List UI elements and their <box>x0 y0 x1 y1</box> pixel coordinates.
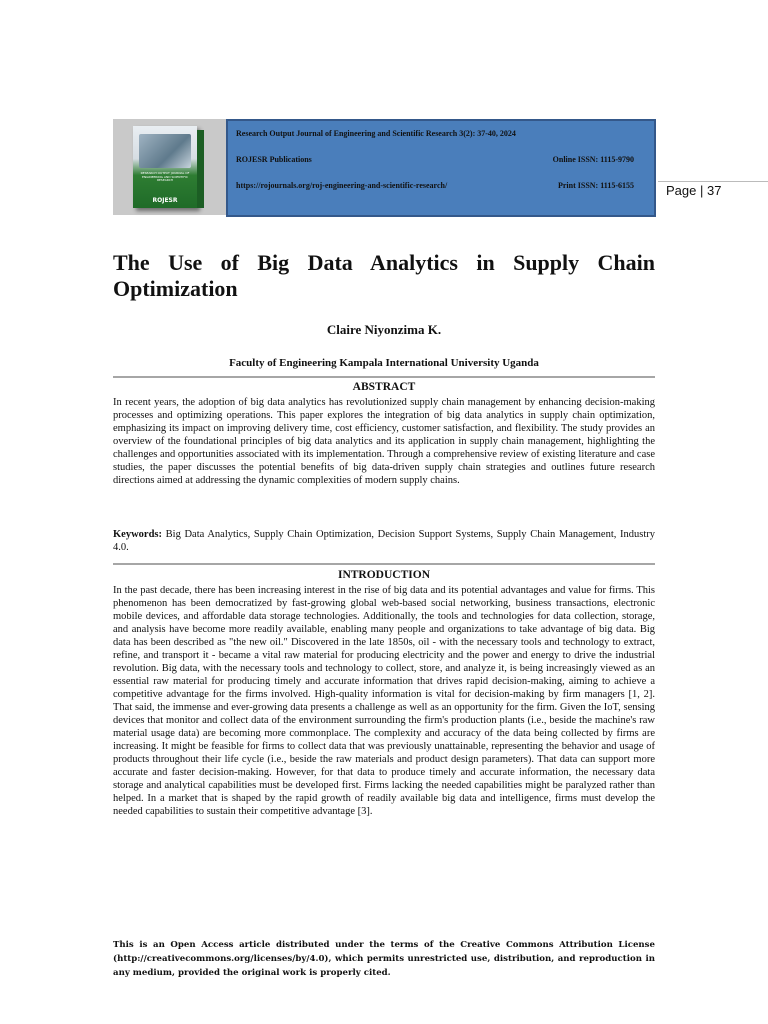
journal-book-image <box>133 126 197 208</box>
page-number-rule <box>658 181 768 182</box>
author-affiliation: Faculty of Engineering Kampala International University Uganda <box>229 357 539 369</box>
publisher-name: ROJESR Publications <box>236 155 312 164</box>
cover-journal-title: RESEARCH OUTPUT JOURNAL OF ENGINEERING AND SCIENTIFIC RESEARCH <box>140 171 190 183</box>
article-title: The Use of Big Data Analytics in Supply Chain Optimization <box>113 250 655 301</box>
cover-brand: ROJESR <box>152 197 178 204</box>
keywords-line <box>113 528 655 554</box>
journal-info-box <box>226 119 656 217</box>
book-spine <box>197 130 204 208</box>
introduction-heading: INTRODUCTION <box>337 569 430 581</box>
cover-machinery-illustration <box>139 134 191 168</box>
keywords-list: Big Data Analytics, Supply Chain Optimization, Decision Support Systems, Supply Chain Management, Industry 4.0. <box>113 529 656 553</box>
abstract-top-rule <box>113 376 655 378</box>
abstract-text: In recent years, the adoption of big data analytics has revolutionized supply chain management by enhancing decision-making processes and optimizing operations. This paper explores the integration of big data analytics in supply chain optimization, emphasizing its impact on improving delivery time, cost efficiency, customer satisfaction, and flexibility. The study provides an overview of the foundational principles of big data analytics and its application in supply chain management, highlighting the challenges and opportunities associated with its implementation. Through a comprehensive review of existing literature and case studies, the paper discusses the potential benefits of big data-driven supply chain strategies and outlines future research directions aimed at addressing the dynamic complexities of modern supply chains. <box>113 397 655 486</box>
article-author: Claire Niyonzima K. <box>326 322 442 337</box>
journal-cover-thumbnail <box>113 119 227 215</box>
introduction-top-rule <box>113 563 655 565</box>
introduction-text: In the past decade, there has been increasing interest in the rise of big data and its potential advantages and value for firms. This phenomenon has been democratized by fast-growing global web-based social networking, business transactions, electronic mobile devices, and affordable data storage technologies. Additionally, the tools and technologies for data collection, storage, and analysis have become more readily available, enabling many people and organizations to take advantage of big data. Big data has been described as "the new oil." Discovered in the late 1850s, oil - with the necessary tools and technology to extract, refine, and transport it - became a vital raw material for producing electricity and the power and energy to drive the industrial revolution. Big data, with the necessary tools and technology to collect, store, and analyze it, is being increasingly viewed as an essential raw material for producing timely and accurate information that drives rapid decision-making, aiming to achieve a competitive advantage for the firms involved. High-quality information is vital for decision-making by firm managers [1, 2]. That said, the immense and ever-growing data presents a challenge as well as an opportunity for the firm. Given the IoT, sensing devices that monitor and collect data of the environment surrounding the firm's production plants (i.e., beside the machine's raw material usage data) are becoming more commonplace. The complexity and accuracy of the data being collected by firms are increasing. It might be feasible for firms to collect data that was previously unattainable, representing the behavior and usage of products throughout their life cycle (i.e., beside the raw materials and product design parameters). That data can support more accurate and faster decision-making. However, for that data to produce timely and accurate information, the necessary data storage and analytical capabilities must be developed first. Firms lacking the needed capabilities might be paralyzed rather than helped. In a market that is shaped by the rapid growth of readily available big data and intelligence, firms must develop the needed capabilities to sustain their competitive advantage [3]. <box>113 585 655 817</box>
open-access-license: This is an Open Access article distributed under the terms of the Creative Commons Attribution License (http://creativecommons.org/licenses/by/4.0), which permits unrestricted use, distribution, and reproduction in any medium, provided the original work is properly cited. <box>113 940 655 978</box>
print-issn: Print ISSN: 1115-6155 <box>557 181 634 190</box>
online-issn: Online ISSN: 1115-9790 <box>552 155 634 164</box>
keywords-label: Keywords: <box>113 529 162 540</box>
abstract-heading: ABSTRACT <box>352 381 416 393</box>
journal-citation: Research Output Journal of Engineering and Scientific Research 3(2): 37-40, 2024 <box>236 129 516 138</box>
journal-url[interactable]: https://rojournals.org/roj-engineering-and-scientific-research/ <box>236 181 448 190</box>
page-number: Page | 37 <box>666 183 722 198</box>
